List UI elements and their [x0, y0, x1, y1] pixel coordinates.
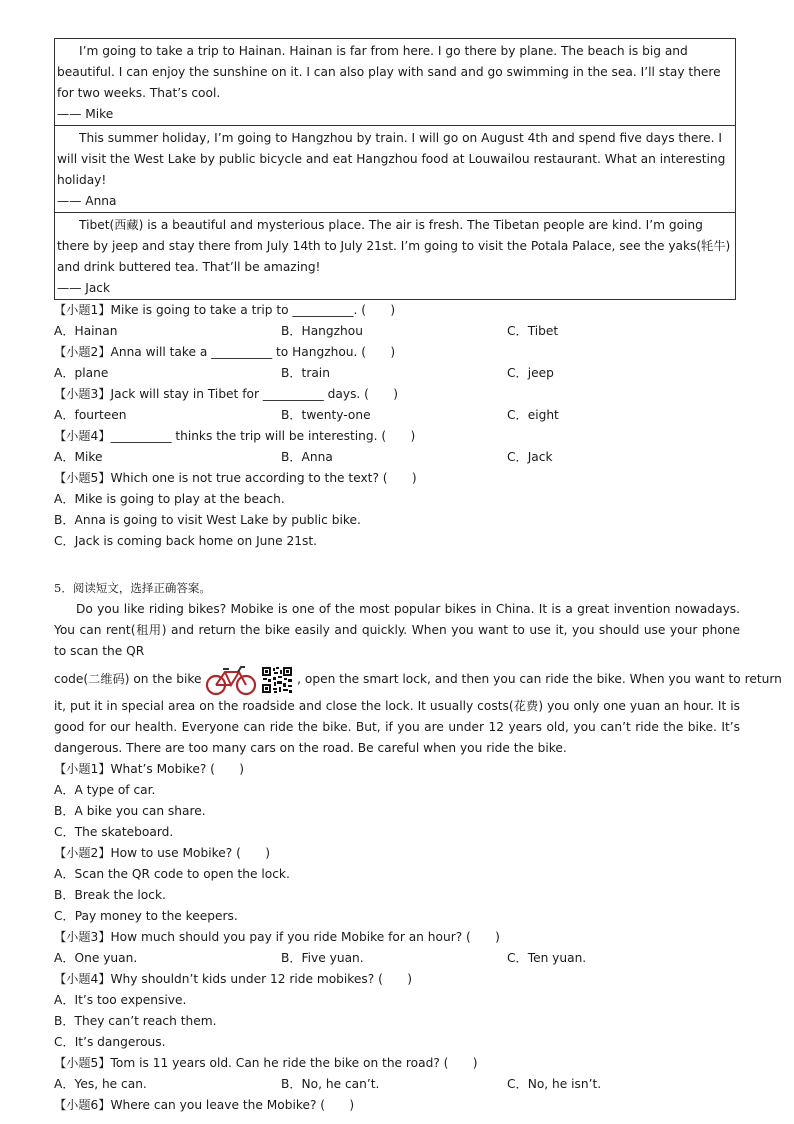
option-a[interactable]: A．Mike is going to play at the beach.: [54, 492, 285, 506]
option-b[interactable]: B．Anna: [281, 450, 333, 464]
question: 【小题5】Tom is 11 years old. Can he ride the bike on the road? ( ): [54, 1056, 478, 1070]
option-c[interactable]: C．Jack: [507, 450, 553, 464]
question: 【小题2】Anna will take a __________ to Hangzhou. ( ): [54, 345, 396, 359]
option-b[interactable]: B．Hangzhou: [281, 324, 363, 338]
section-title: 5．阅读短文，选择正确答案。: [54, 581, 211, 595]
passage-text: This summer holiday, I’m going to Hangzhou by train. I will go on August 4th and spend five days there. I will visit the West Lake by public bicycle and eat Hangzhou food at Louwailou restaurant. What an interesting holiday!: [57, 131, 726, 187]
passage-table: [54, 38, 736, 300]
option-row: [54, 405, 740, 426]
option-row: [54, 948, 740, 969]
option-a[interactable]: A．Hainan: [54, 324, 118, 338]
option-c[interactable]: C．The skateboard.: [54, 825, 174, 839]
question-block-5: [54, 759, 740, 1116]
worksheet-page: [54, 38, 782, 1116]
question: 【小题5】Which one is not true according to the text? ( ): [54, 471, 417, 485]
option-row: [54, 447, 740, 468]
passage-text: , open the smart lock, and then you can ride the bike. When you want to return: [297, 672, 782, 686]
option-a[interactable]: A．Mike: [54, 450, 103, 464]
reading-passage: [54, 599, 782, 759]
option-a[interactable]: A．Yes, he can.: [54, 1077, 147, 1091]
option-a[interactable]: A．A type of car.: [54, 783, 156, 797]
option-b[interactable]: B．No, he can’t.: [281, 1077, 380, 1091]
option-c[interactable]: C．No, he isn’t.: [507, 1077, 602, 1091]
passage-author: —— Jack: [57, 281, 111, 295]
passage-line: it, put it in special area on the roadside and close the lock. It usually costs(花费) you only one yuan an hour. It is good for our health. Everyone can ride the bike. But, if you are under 12 years old, you can’t ride the bike. It’s dangerous. There are too many cars on the road. Be careful when you ride the bike.: [54, 699, 740, 755]
option-b[interactable]: B．A bike you can share.: [54, 804, 206, 818]
question: 【小题2】How to use Mobike? ( ): [54, 846, 270, 860]
passage-line-with-icons: [54, 662, 782, 696]
passage-text: code(二维码) on the bike: [54, 672, 202, 686]
option-row: [54, 363, 740, 384]
option-b[interactable]: B．They can’t reach them.: [54, 1014, 217, 1028]
passage-text: Tibet(西藏) is a beautiful and mysterious place. The air is fresh. The Tibetan people are kind. I’m going there by jeep and stay there from July 14th to July 21st. I’m going to visit the Potala Palace, see the yaks(牦牛) and drink buttered tea. That’ll be amazing!: [57, 218, 731, 274]
option-a[interactable]: A．Scan the QR code to open the lock.: [54, 867, 290, 881]
question: 【小题1】What’s Mobike? ( ): [54, 762, 245, 776]
option-b[interactable]: B．Break the lock.: [54, 888, 166, 902]
question: 【小题4】Why shouldn’t kids under 12 ride mobikes? ( ): [54, 972, 413, 986]
question: 【小题1】Mike is going to take a trip to __________. ( ): [54, 303, 396, 317]
question-block-4: [54, 300, 740, 552]
option-c[interactable]: C．Pay money to the keepers.: [54, 909, 238, 923]
option-b[interactable]: B．Five yuan.: [281, 951, 364, 965]
option-c[interactable]: C．It’s dangerous.: [54, 1035, 166, 1049]
section-5: [54, 578, 782, 1116]
option-b[interactable]: B．twenty-one: [281, 408, 371, 422]
passage-text: I’m going to take a trip to Hainan. Hainan is far from here. I go there by plane. The beach is big and beautiful. I can enjoy the sunshine on it. I can also play with sand and go swimming in the sea. I’ll stay there for two weeks. That’s cool.: [57, 44, 721, 100]
option-b[interactable]: B．Anna is going to visit West Lake by public bike.: [54, 513, 361, 527]
question: 【小题3】Jack will stay in Tibet for __________ days. ( ): [54, 387, 399, 401]
option-c[interactable]: C．Jack is coming back home on June 21st.: [54, 534, 317, 548]
passage-jack: [55, 213, 735, 299]
option-c[interactable]: C．jeep: [507, 366, 554, 380]
question: 【小题3】How much should you pay if you ride Mobike for an hour? ( ): [54, 930, 500, 944]
option-row: [54, 321, 740, 342]
option-b[interactable]: B．train: [281, 366, 330, 380]
passage-author: —— Anna: [57, 194, 117, 208]
option-a[interactable]: A．plane: [54, 366, 109, 380]
option-c[interactable]: C．Tibet: [507, 324, 559, 338]
bicycle-icon: [205, 664, 257, 696]
option-a[interactable]: A．It’s too expensive.: [54, 993, 187, 1007]
passage-mike: [55, 39, 735, 126]
passage-anna: [55, 126, 735, 213]
option-c[interactable]: C．Ten yuan.: [507, 951, 587, 965]
option-c[interactable]: C．eight: [507, 408, 559, 422]
question: 【小题6】Where can you leave the Mobike? ( ): [54, 1098, 355, 1112]
qr-code-icon: [261, 666, 293, 694]
option-a[interactable]: A．One yuan.: [54, 951, 138, 965]
passage-author: —— Mike: [57, 107, 114, 121]
question: 【小题4】__________ thinks the trip will be interesting. ( ): [54, 429, 416, 443]
passage-line: Do you like riding bikes? Mobike is one of the most popular bikes in China. It is a great invention nowadays. You can rent(租用) and return the bike easily and quickly. When you want to use it, you should use your phone to scan the QR: [54, 602, 740, 658]
option-row: [54, 1074, 740, 1095]
option-a[interactable]: A．fourteen: [54, 408, 127, 422]
